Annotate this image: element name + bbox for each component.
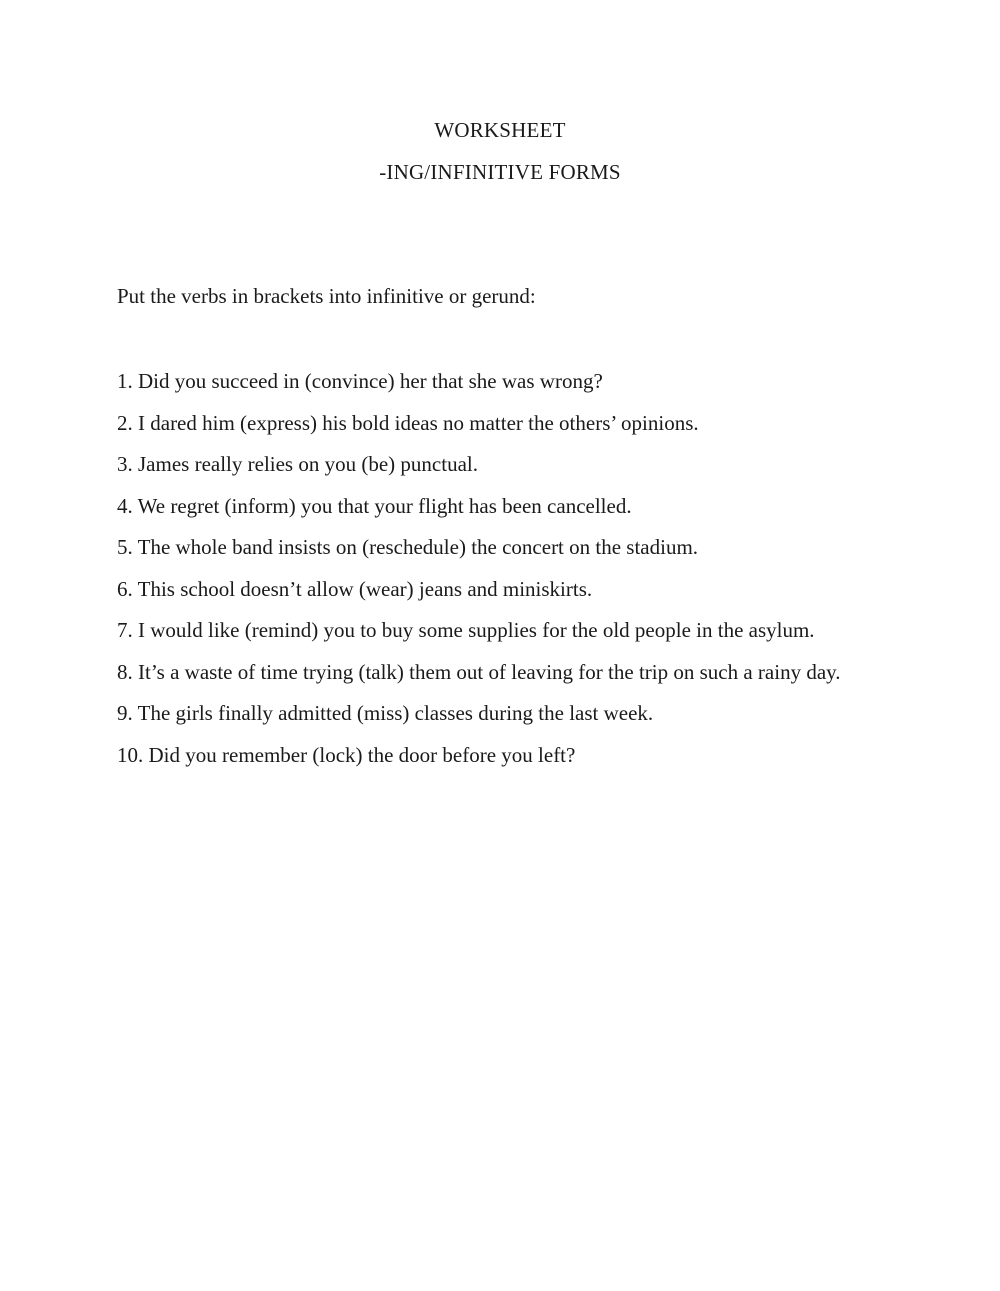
exercise-item-3: 3. James really relies on you (be) punctual. (117, 452, 478, 476)
exercise-item-1: 1. Did you succeed in (convince) her that she was wrong? (117, 369, 603, 393)
exercise-item-7: 7. I would like (remind) you to buy some supplies for the old people in the asylum. (117, 618, 815, 642)
exercise-item-9: 9. The girls finally admitted (miss) classes during the last week. (117, 701, 654, 725)
worksheet-title: WORKSHEET (434, 118, 566, 142)
exercise-item-8: 8. It’s a waste of time trying (talk) them out of leaving for the trip on such a rainy day. (117, 659, 841, 684)
worksheet-subtitle: -ING/INFINITIVE FORMS (379, 160, 621, 184)
exercise-item-10: 10. Did you remember (lock) the door before you left? (117, 742, 576, 767)
instruction-text: Put the verbs in brackets into infinitive or gerund: (117, 284, 536, 308)
exercise-item-5: 5. The whole band insists on (reschedule) the concert on the stadium. (117, 535, 699, 559)
exercise-item-6: 6. This school doesn’t allow (wear) jeans and miniskirts. (117, 576, 593, 601)
exercise-item-2: 2. I dared him (express) his bold ideas no matter the others’ opinions. (117, 410, 699, 435)
exercise-list (117, 367, 882, 782)
exercise-item-4: 4. We regret (inform) you that your flight has been cancelled. (117, 493, 632, 518)
